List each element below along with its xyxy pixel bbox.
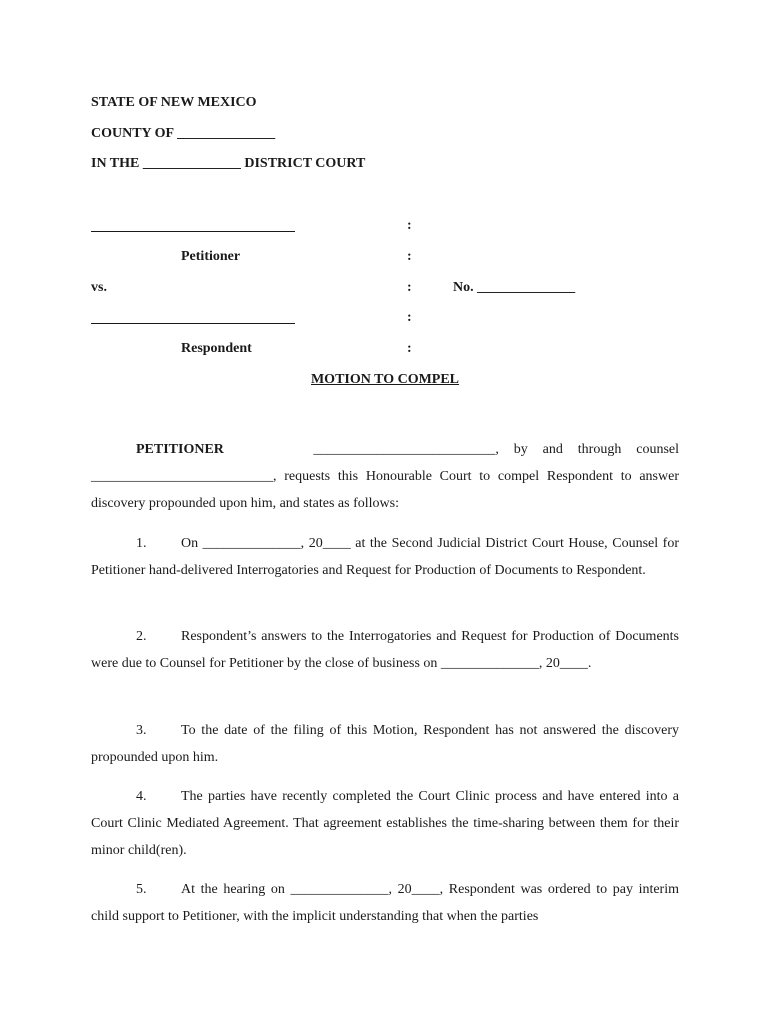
- paragraph-number: 3.: [136, 723, 147, 738]
- versus-label: vs.: [91, 280, 107, 295]
- numbered-paragraph: [91, 623, 679, 677]
- state-heading: STATE OF NEW MEXICO: [91, 95, 257, 110]
- respondent-label: Respondent: [181, 341, 252, 356]
- document-title: MOTION TO COMPEL: [310, 372, 460, 387]
- paragraph-text: At the hearing on ______________, 20____, Respondent was ordered to pay interim child support to Petitioner, with the implicit understanding that when the parties: [91, 882, 679, 924]
- caption-colon: :: [407, 218, 412, 233]
- intro-paragraph: [91, 436, 679, 517]
- paragraph-number: 4.: [136, 789, 147, 804]
- paragraph-number: 1.: [136, 536, 147, 551]
- county-heading: COUNTY OF ______________: [91, 126, 276, 141]
- petitioner-name-line: [91, 231, 295, 232]
- intro-text: __________________________, by and through counsel __________________________, requests this Honourable Court to compel Respondent to answer discovery propounded upon him, and states as follows:: [91, 442, 680, 511]
- caption-colon: :: [407, 341, 412, 356]
- case-number: No. ______________: [453, 280, 576, 295]
- paragraph-number: 5.: [136, 882, 147, 897]
- numbered-paragraph: [91, 530, 679, 584]
- numbered-paragraph: [91, 783, 679, 864]
- intro-lead: PETITIONER: [136, 442, 224, 457]
- paragraph-text: Respondent’s answers to the Interrogatories and Request for Production of Documents were due to Counsel for Petitioner by the close of business on ______________, 20____.: [91, 629, 679, 671]
- paragraph-text: The parties have recently completed the Court Clinic process and have entered into a Court Clinic Mediated Agreement. That agreement establishes the time-sharing between them for their minor child(ren).: [91, 789, 679, 858]
- numbered-paragraph: [91, 717, 679, 771]
- court-heading: IN THE ______________ DISTRICT COURT: [91, 156, 366, 171]
- paragraph-number: 2.: [136, 629, 147, 644]
- petitioner-label: Petitioner: [181, 249, 241, 264]
- paragraph-text: On ______________, 20____ at the Second Judicial District Court House, Counsel for Petitioner hand-delivered Interrogatories and Request for Production of Documents to Respondent.: [91, 536, 679, 578]
- respondent-name-line: [91, 323, 295, 324]
- caption-colon: :: [407, 280, 412, 295]
- paragraph-text: To the date of the filing of this Motion, Respondent has not answered the discovery propounded upon him.: [91, 723, 679, 765]
- caption-colon: :: [407, 249, 412, 264]
- caption-colon: :: [407, 310, 412, 325]
- numbered-paragraph: [91, 876, 679, 930]
